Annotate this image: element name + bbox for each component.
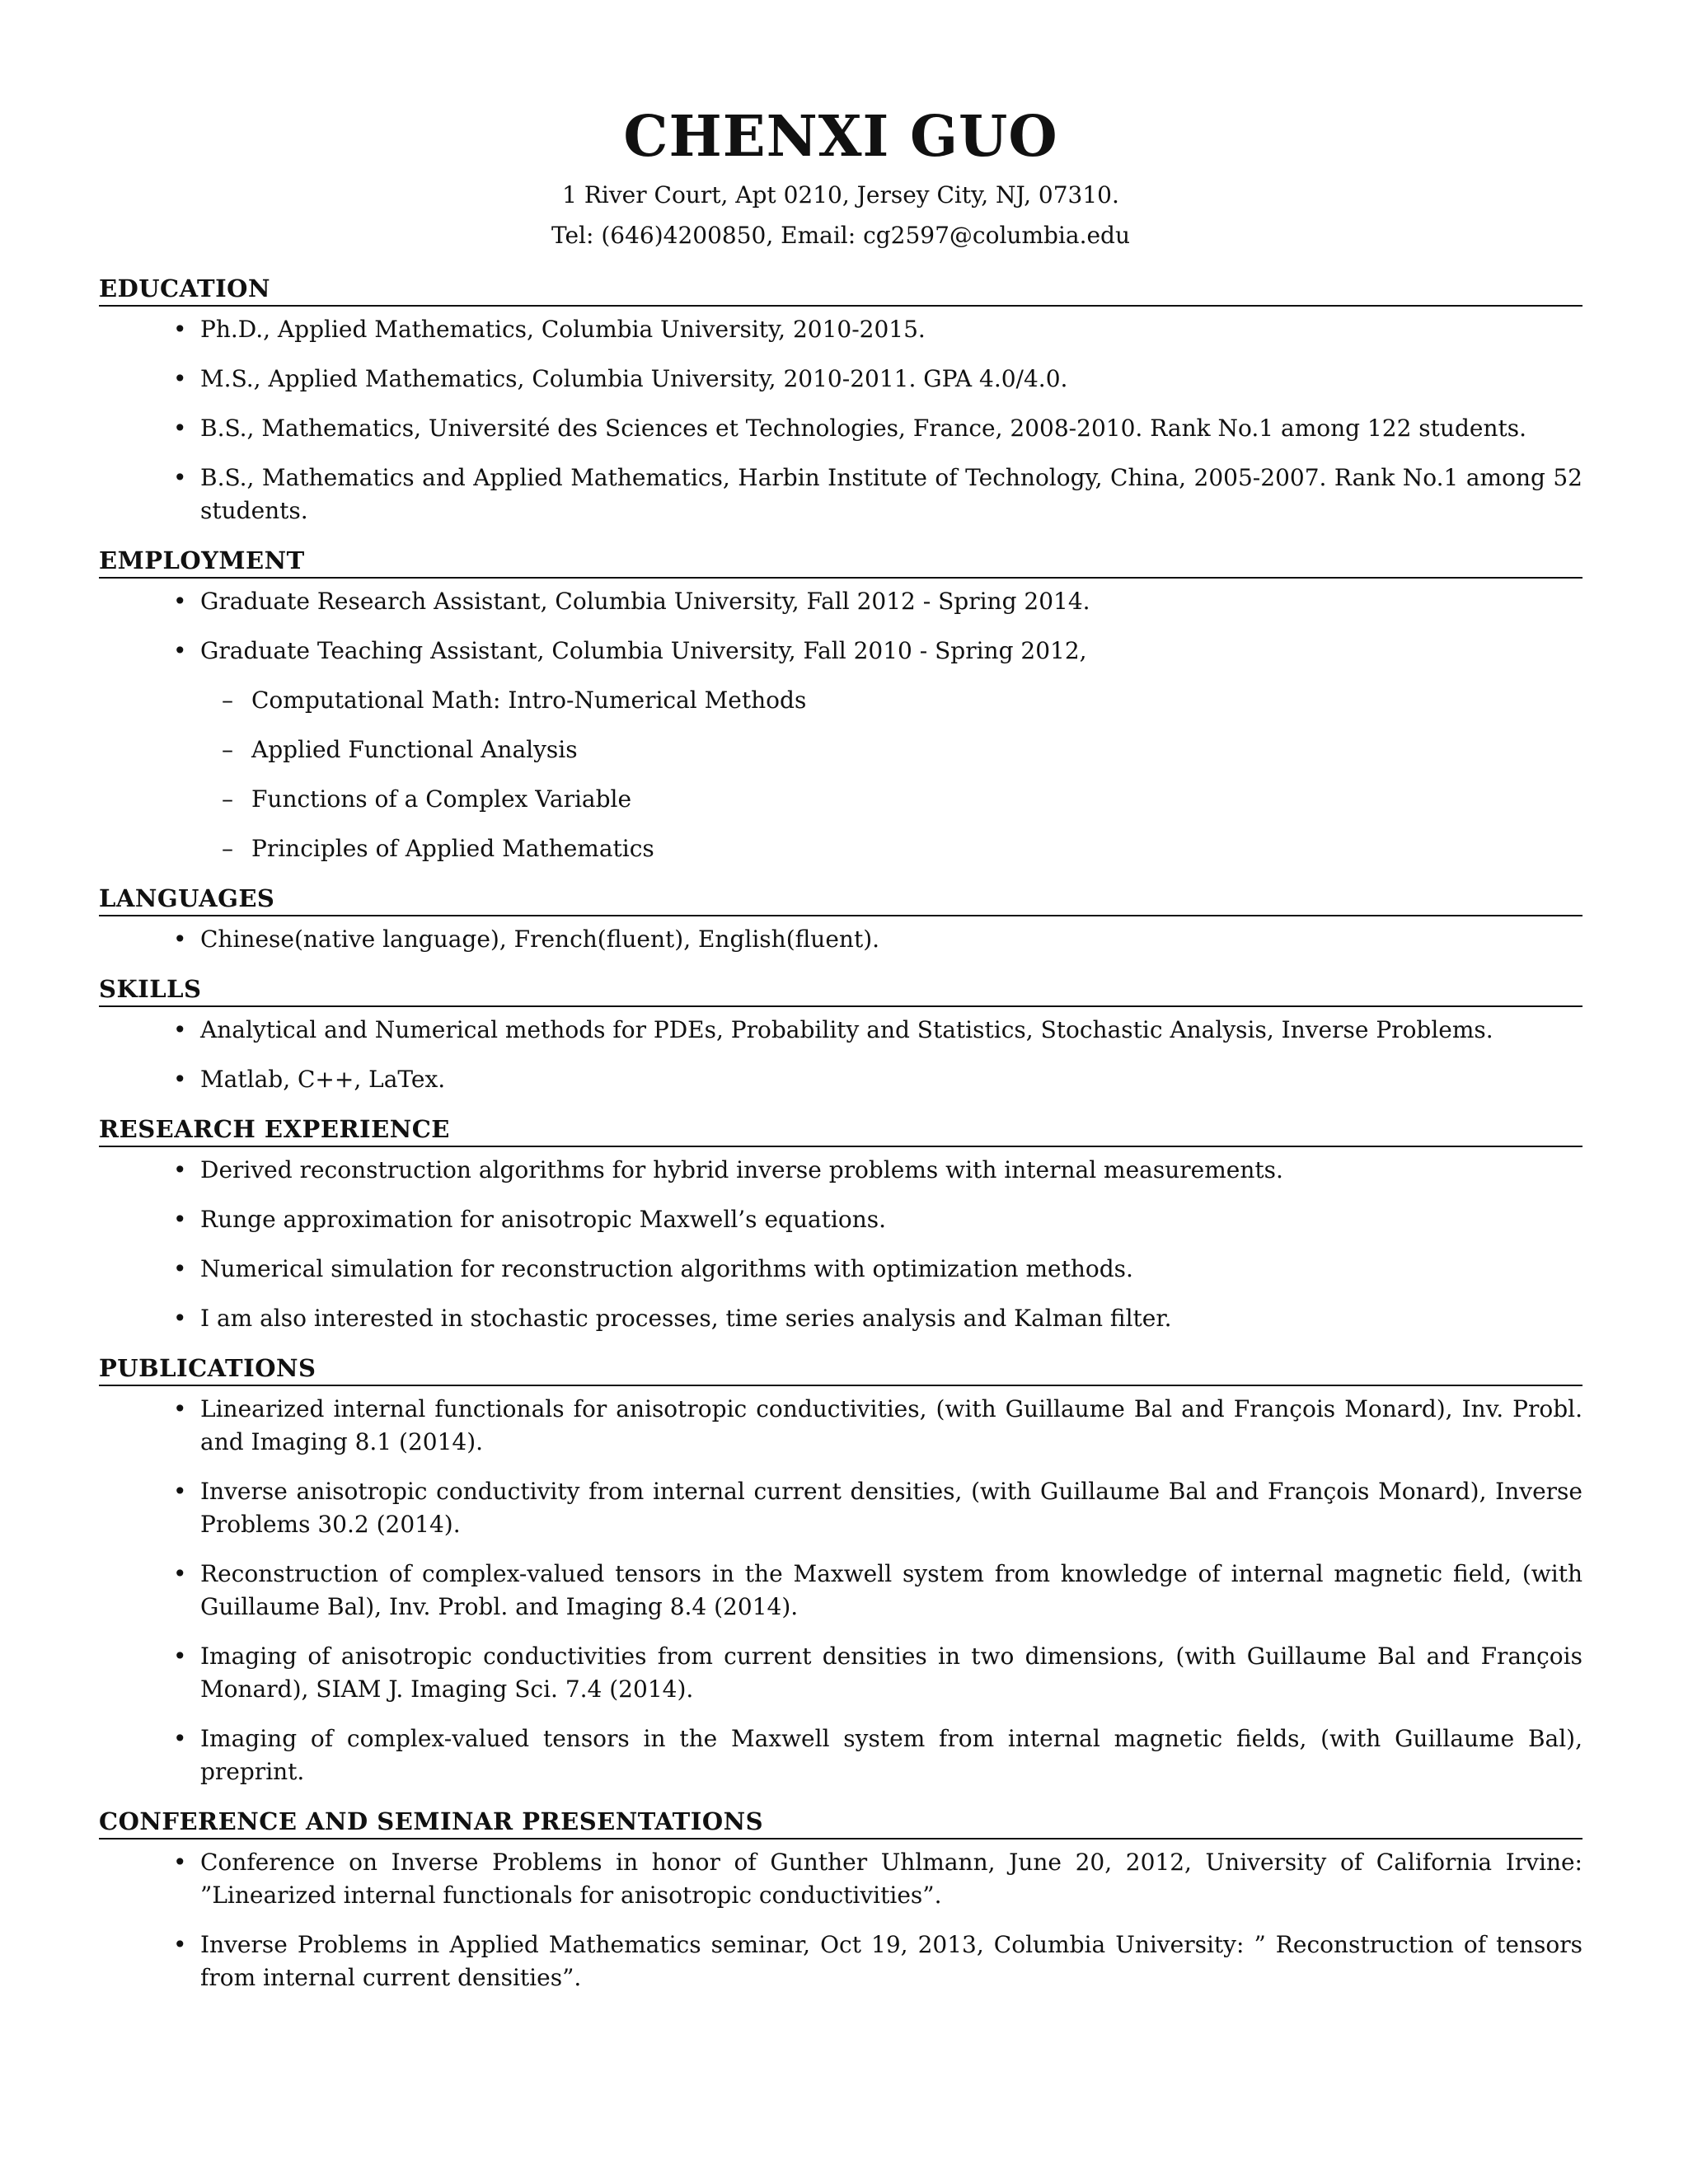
list-item <box>99 1929 1582 1994</box>
employment-list <box>99 585 1582 865</box>
languages-section <box>99 882 1582 956</box>
bullet-icon: • <box>173 1255 187 1282</box>
resume-page <box>99 99 1582 1994</box>
list-item <box>99 1154 1582 1187</box>
list-item <box>99 635 1582 865</box>
list-item-text: Conference on Inverse Problems in honor of Gunther Uhlmann, June 20, 2012, University of California Irvine: ”Linearized internal functionals for anisotropic conductivities”. <box>200 1849 1582 1909</box>
course-item <box>200 733 1582 766</box>
list-item <box>99 1722 1582 1788</box>
bullet-icon: • <box>173 1016 187 1043</box>
skills-section <box>99 972 1582 1096</box>
list-item <box>99 923 1582 956</box>
employment-section <box>99 544 1582 865</box>
list-item <box>99 412 1582 445</box>
bullet-icon: • <box>173 1849 187 1876</box>
publications-section <box>99 1352 1582 1788</box>
bullet-icon: • <box>173 1478 187 1505</box>
list-item <box>99 1475 1582 1541</box>
section-heading-languages: LANGUAGES <box>99 882 1582 916</box>
bullet-icon: • <box>173 1560 187 1587</box>
languages-list <box>99 923 1582 956</box>
course-item-text: Applied Functional Analysis <box>251 736 578 763</box>
page-title: CHENXI GUO <box>623 104 1058 170</box>
bullet-icon: • <box>173 1931 187 1958</box>
publications-list <box>99 1393 1582 1788</box>
bullet-icon: • <box>173 1206 187 1233</box>
list-item-text: Runge approximation for anisotropic Maxwell’s equations. <box>200 1206 887 1233</box>
section-heading-employment: EMPLOYMENT <box>99 544 1582 579</box>
research-list <box>99 1154 1582 1335</box>
list-item <box>99 585 1582 618</box>
list-item <box>99 1558 1582 1624</box>
course-item <box>200 832 1582 865</box>
section-heading-research: RESEARCH EXPERIENCE <box>99 1113 1582 1147</box>
list-item <box>99 1640 1582 1706</box>
list-item-text: Graduate Teaching Assistant, Columbia University, Fall 2010 - Spring 2012, <box>200 637 1087 664</box>
bullet-icon: • <box>173 365 187 392</box>
list-item <box>99 363 1582 396</box>
course-item <box>200 684 1582 717</box>
presentations-list <box>99 1846 1582 1994</box>
list-item-text: Inverse Problems in Applied Mathematics seminar, Oct 19, 2013, Columbia University: ” Reconstruction of tensors from internal current densities”. <box>200 1931 1582 1991</box>
bullet-icon: • <box>173 1643 187 1670</box>
skills-list <box>99 1014 1582 1096</box>
dash-icon: – <box>222 736 233 763</box>
list-item <box>99 1014 1582 1047</box>
list-item-text: M.S., Applied Mathematics, Columbia University, 2010-2011. GPA 4.0/4.0. <box>200 365 1068 392</box>
list-item <box>99 313 1582 346</box>
list-item-text: Inverse anisotropic conductivity from internal current densities, (with Guillaume Bal and François Monard), Inverse Problems 30.2 (2014). <box>200 1478 1582 1538</box>
section-heading-publications: PUBLICATIONS <box>99 1352 1582 1386</box>
bullet-icon: • <box>173 588 187 615</box>
research-section <box>99 1113 1582 1335</box>
bullet-icon: • <box>173 637 187 664</box>
list-item-text: Derived reconstruction algorithms for hybrid inverse problems with internal measurements. <box>200 1156 1283 1183</box>
list-item-text: Linearized internal functionals for anisotropic conductivities, (with Guillaume Bal and François Monard), Inv. Probl. and Imaging 8.1 (2014). <box>200 1395 1582 1455</box>
contact-block <box>99 175 1582 255</box>
list-item <box>99 1203 1582 1236</box>
section-heading-education: EDUCATION <box>99 272 1582 307</box>
list-item-text: Numerical simulation for reconstruction algorithms with optimization methods. <box>200 1255 1133 1282</box>
list-item <box>99 1253 1582 1286</box>
course-item-text: Principles of Applied Mathematics <box>251 835 654 862</box>
bullet-icon: • <box>173 316 187 343</box>
list-item-text: Chinese(native language), French(fluent), English(fluent). <box>200 926 880 953</box>
contact-line: Tel: (646)4200850, Email: cg2597@columbia.edu <box>551 222 1131 249</box>
list-item-text: B.S., Mathematics and Applied Mathematics, Harbin Institute of Technology, China, 2005-2007. Rank No.1 among 52 students. <box>200 464 1582 524</box>
bullet-icon: • <box>173 1066 187 1093</box>
list-item <box>99 1063 1582 1096</box>
list-item-text: Ph.D., Applied Mathematics, Columbia University, 2010-2015. <box>200 316 926 343</box>
list-item-text: Graduate Research Assistant, Columbia University, Fall 2012 - Spring 2014. <box>200 588 1090 615</box>
list-item <box>99 1846 1582 1912</box>
dash-icon: – <box>222 687 233 714</box>
list-item-text: Imaging of complex-valued tensors in the Maxwell system from internal magnetic fields, (with Guillaume Bal), preprint. <box>200 1725 1582 1785</box>
education-section <box>99 272 1582 527</box>
dash-icon: – <box>222 835 233 862</box>
bullet-icon: • <box>173 1156 187 1183</box>
address-line: 1 River Court, Apt 0210, Jersey City, NJ, 07310. <box>562 181 1119 209</box>
bullet-icon: • <box>173 1305 187 1332</box>
course-item <box>200 783 1582 816</box>
list-item-text: Analytical and Numerical methods for PDEs, Probability and Statistics, Stochastic Analysis, Inverse Problems. <box>200 1016 1493 1043</box>
course-item-text: Functions of a Complex Variable <box>251 785 632 813</box>
list-item-text: Matlab, C++, LaTex. <box>200 1066 446 1093</box>
course-item-text: Computational Math: Intro-Numerical Methods <box>251 687 807 714</box>
list-item <box>99 1302 1582 1335</box>
section-heading-skills: SKILLS <box>99 972 1582 1007</box>
course-list <box>200 684 1582 865</box>
dash-icon: – <box>222 785 233 813</box>
bullet-icon: • <box>173 1725 187 1752</box>
bullet-icon: • <box>173 926 187 953</box>
list-item <box>99 1393 1582 1459</box>
list-item-text: Reconstruction of complex-valued tensors in the Maxwell system from knowledge of internal magnetic field, (with Guillaume Bal), Inv. Probl. and Imaging 8.4 (2014). <box>200 1560 1582 1620</box>
list-item-text: Imaging of anisotropic conductivities from current densities in two dimensions, (with Guillaume Bal and François Monard), SIAM J. Imaging Sci. 7.4 (2014). <box>200 1643 1582 1703</box>
bullet-icon: • <box>173 415 187 442</box>
list-item-text: I am also interested in stochastic processes, time series analysis and Kalman filter. <box>200 1305 1172 1332</box>
list-item-text: B.S., Mathematics, Université des Sciences et Technologies, France, 2008-2010. Rank No.1 among 122 students. <box>200 415 1527 442</box>
bullet-icon: • <box>173 1395 187 1422</box>
education-list <box>99 313 1582 527</box>
section-heading-presentations: CONFERENCE AND SEMINAR PRESENTATIONS <box>99 1805 1582 1840</box>
list-item <box>99 462 1582 527</box>
presentations-section <box>99 1805 1582 1994</box>
bullet-icon: • <box>173 464 187 491</box>
